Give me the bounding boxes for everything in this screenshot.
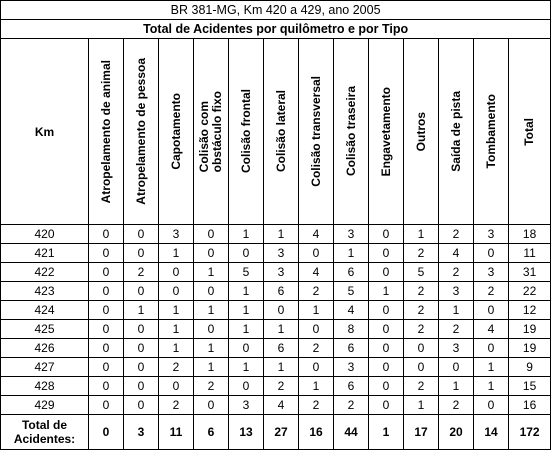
count-cell: 2 bbox=[194, 377, 229, 396]
count-cell: 0 bbox=[124, 358, 159, 377]
column-header bbox=[369, 39, 404, 225]
count-cell: 0 bbox=[159, 377, 194, 396]
count-cell: 0 bbox=[194, 244, 229, 263]
count-cell: 3 bbox=[439, 339, 474, 358]
count-cell: 0 bbox=[194, 320, 229, 339]
total-cell: 11 bbox=[159, 415, 194, 450]
table-row bbox=[1, 396, 551, 415]
count-cell: 0 bbox=[404, 358, 439, 377]
count-cell: 0 bbox=[369, 377, 404, 396]
count-cell: 0 bbox=[124, 396, 159, 415]
count-cell: 0 bbox=[124, 244, 159, 263]
count-cell: 5 bbox=[229, 263, 264, 282]
km-cell: 422 bbox=[1, 263, 89, 282]
table-row bbox=[1, 225, 551, 244]
count-cell: 1 bbox=[439, 377, 474, 396]
total-cell: 6 bbox=[194, 415, 229, 450]
count-cell: 2 bbox=[404, 244, 439, 263]
total-cell: 20 bbox=[439, 415, 474, 450]
column-header bbox=[159, 39, 194, 225]
count-cell: 0 bbox=[89, 225, 124, 244]
count-cell: 2 bbox=[439, 396, 474, 415]
count-cell: 1 bbox=[264, 225, 299, 244]
count-cell: 5 bbox=[404, 263, 439, 282]
count-cell: 6 bbox=[334, 339, 369, 358]
count-cell: 0 bbox=[474, 396, 509, 415]
count-cell: 1 bbox=[159, 244, 194, 263]
count-cell: 0 bbox=[299, 244, 334, 263]
count-cell: 2 bbox=[404, 282, 439, 301]
count-cell: 19 bbox=[509, 339, 551, 358]
count-cell: 1 bbox=[229, 301, 264, 320]
table-row bbox=[1, 377, 551, 396]
count-cell: 2 bbox=[299, 282, 334, 301]
count-cell: 6 bbox=[334, 263, 369, 282]
total-cell: 17 bbox=[404, 415, 439, 450]
count-cell: 3 bbox=[229, 396, 264, 415]
count-cell: 0 bbox=[89, 282, 124, 301]
count-cell: 2 bbox=[299, 396, 334, 415]
table-row bbox=[1, 263, 551, 282]
count-cell: 0 bbox=[369, 320, 404, 339]
count-cell: 1 bbox=[264, 358, 299, 377]
table-row bbox=[1, 320, 551, 339]
km-cell: 423 bbox=[1, 282, 89, 301]
table-row bbox=[1, 282, 551, 301]
count-cell: 6 bbox=[334, 377, 369, 396]
count-cell: 2 bbox=[404, 377, 439, 396]
km-cell: 421 bbox=[1, 244, 89, 263]
count-cell: 2 bbox=[439, 320, 474, 339]
count-cell: 0 bbox=[89, 263, 124, 282]
count-cell: 3 bbox=[439, 282, 474, 301]
column-header bbox=[439, 39, 474, 225]
column-header-label: Total bbox=[522, 117, 537, 146]
count-cell: 1 bbox=[159, 339, 194, 358]
count-cell: 2 bbox=[474, 282, 509, 301]
km-cell: 428 bbox=[1, 377, 89, 396]
count-cell: 1 bbox=[194, 339, 229, 358]
count-cell: 2 bbox=[439, 225, 474, 244]
count-cell: 0 bbox=[229, 339, 264, 358]
count-cell: 0 bbox=[89, 339, 124, 358]
total-cell: 0 bbox=[89, 415, 124, 450]
count-cell: 1 bbox=[299, 301, 334, 320]
table-subtitle: Total de Acidentes por quilômetro e por Tipo bbox=[1, 20, 551, 39]
count-cell: 4 bbox=[474, 320, 509, 339]
count-cell: 0 bbox=[89, 320, 124, 339]
count-cell: 2 bbox=[299, 339, 334, 358]
column-header bbox=[404, 39, 439, 225]
count-cell: 6 bbox=[264, 282, 299, 301]
count-cell: 2 bbox=[264, 377, 299, 396]
count-cell: 0 bbox=[229, 377, 264, 396]
column-header bbox=[89, 39, 124, 225]
count-cell: 0 bbox=[124, 282, 159, 301]
km-cell: 420 bbox=[1, 225, 89, 244]
count-cell: 31 bbox=[509, 263, 551, 282]
count-cell: 1 bbox=[194, 263, 229, 282]
total-cell: 13 bbox=[229, 415, 264, 450]
count-cell: 18 bbox=[509, 225, 551, 244]
count-cell: 1 bbox=[159, 320, 194, 339]
count-cell: 16 bbox=[509, 396, 551, 415]
column-header-label: Engavetamento bbox=[378, 86, 393, 177]
count-cell: 1 bbox=[124, 301, 159, 320]
count-cell: 1 bbox=[439, 301, 474, 320]
km-cell: 429 bbox=[1, 396, 89, 415]
total-cell: 14 bbox=[474, 415, 509, 450]
count-cell: 1 bbox=[474, 358, 509, 377]
table-row bbox=[1, 339, 551, 358]
column-header-label: Atropelamento de animal bbox=[98, 59, 113, 204]
count-cell: 2 bbox=[124, 263, 159, 282]
column-header bbox=[299, 39, 334, 225]
count-cell: 0 bbox=[264, 301, 299, 320]
count-cell: 2 bbox=[159, 358, 194, 377]
column-header-label: Colisão transversal bbox=[308, 76, 323, 187]
count-cell: 0 bbox=[229, 244, 264, 263]
count-cell: 0 bbox=[194, 225, 229, 244]
count-cell: 1 bbox=[404, 225, 439, 244]
count-cell: 12 bbox=[509, 301, 551, 320]
count-cell: 4 bbox=[264, 396, 299, 415]
total-cell: 3 bbox=[124, 415, 159, 450]
count-cell: 0 bbox=[404, 339, 439, 358]
count-cell: 0 bbox=[89, 301, 124, 320]
count-cell: 3 bbox=[334, 225, 369, 244]
table-row bbox=[1, 244, 551, 263]
count-cell: 1 bbox=[229, 358, 264, 377]
count-cell: 0 bbox=[369, 396, 404, 415]
count-cell: 0 bbox=[159, 263, 194, 282]
count-cell: 0 bbox=[474, 244, 509, 263]
count-cell: 1 bbox=[334, 244, 369, 263]
count-cell: 4 bbox=[299, 225, 334, 244]
column-header-label: Capotamento bbox=[168, 93, 183, 170]
count-cell: 2 bbox=[159, 396, 194, 415]
count-cell: 3 bbox=[264, 244, 299, 263]
total-cell: 16 bbox=[299, 415, 334, 450]
total-row bbox=[1, 415, 551, 450]
column-header bbox=[124, 39, 159, 225]
count-cell: 0 bbox=[474, 339, 509, 358]
count-cell: 0 bbox=[194, 282, 229, 301]
count-cell: 3 bbox=[159, 225, 194, 244]
column-header-label: Colisão lateral bbox=[273, 90, 288, 173]
count-cell: 2 bbox=[334, 396, 369, 415]
count-cell: 0 bbox=[299, 320, 334, 339]
count-cell: 0 bbox=[194, 396, 229, 415]
column-header-label: Colisão com obstáculo fixo bbox=[197, 90, 224, 173]
count-cell: 0 bbox=[124, 339, 159, 358]
column-header-label: Colisão traseira bbox=[343, 86, 358, 177]
count-cell: 4 bbox=[334, 301, 369, 320]
column-header-label: Atropelamento de pessoa bbox=[133, 58, 148, 205]
count-cell: 0 bbox=[124, 377, 159, 396]
km-cell: 427 bbox=[1, 358, 89, 377]
count-cell: 0 bbox=[124, 225, 159, 244]
count-cell: 1 bbox=[159, 301, 194, 320]
count-cell: 0 bbox=[89, 377, 124, 396]
column-header bbox=[264, 39, 299, 225]
count-cell: 3 bbox=[474, 263, 509, 282]
count-cell: 0 bbox=[89, 244, 124, 263]
column-header bbox=[194, 39, 229, 225]
count-cell: 3 bbox=[334, 358, 369, 377]
total-cell: 27 bbox=[264, 415, 299, 450]
km-cell: 425 bbox=[1, 320, 89, 339]
subtitle-row bbox=[1, 20, 551, 39]
count-cell: 0 bbox=[474, 301, 509, 320]
column-header-label: Saída de pista bbox=[448, 91, 463, 172]
count-cell: 2 bbox=[439, 263, 474, 282]
count-cell: 15 bbox=[509, 377, 551, 396]
count-cell: 8 bbox=[334, 320, 369, 339]
total-cell: 1 bbox=[369, 415, 404, 450]
count-cell: 6 bbox=[264, 339, 299, 358]
count-cell: 4 bbox=[299, 263, 334, 282]
count-cell: 1 bbox=[404, 396, 439, 415]
column-header-label: Colisão frontal bbox=[238, 89, 253, 174]
count-cell: 0 bbox=[89, 358, 124, 377]
count-cell: 1 bbox=[194, 301, 229, 320]
count-cell: 11 bbox=[509, 244, 551, 263]
km-cell: 424 bbox=[1, 301, 89, 320]
count-cell: 1 bbox=[229, 282, 264, 301]
count-cell: 0 bbox=[369, 301, 404, 320]
table-title: BR 381-MG, Km 420 a 429, ano 2005 bbox=[1, 1, 551, 20]
count-cell: 0 bbox=[299, 358, 334, 377]
count-cell: 0 bbox=[89, 396, 124, 415]
count-cell: 19 bbox=[509, 320, 551, 339]
count-cell: 2 bbox=[404, 320, 439, 339]
header-row bbox=[1, 39, 551, 225]
count-cell: 3 bbox=[474, 225, 509, 244]
total-label: Total de Acidentes: bbox=[1, 415, 89, 450]
count-cell: 1 bbox=[474, 377, 509, 396]
count-cell: 0 bbox=[369, 244, 404, 263]
count-cell: 0 bbox=[369, 225, 404, 244]
column-header bbox=[474, 39, 509, 225]
km-cell: 426 bbox=[1, 339, 89, 358]
count-cell: 1 bbox=[264, 320, 299, 339]
count-cell: 2 bbox=[404, 301, 439, 320]
count-cell: 1 bbox=[229, 225, 264, 244]
count-cell: 0 bbox=[369, 358, 404, 377]
count-cell: 9 bbox=[509, 358, 551, 377]
table-row bbox=[1, 358, 551, 377]
column-header bbox=[509, 39, 551, 225]
column-header-label: Outros bbox=[413, 111, 428, 152]
count-cell: 3 bbox=[264, 263, 299, 282]
count-cell: 0 bbox=[369, 263, 404, 282]
table-row bbox=[1, 301, 551, 320]
title-row bbox=[1, 1, 551, 20]
count-cell: 0 bbox=[439, 358, 474, 377]
total-cell: 172 bbox=[509, 415, 551, 450]
km-header: Km bbox=[1, 39, 89, 225]
total-cell: 44 bbox=[334, 415, 369, 450]
count-cell: 1 bbox=[229, 320, 264, 339]
count-cell: 4 bbox=[439, 244, 474, 263]
count-cell: 1 bbox=[299, 377, 334, 396]
count-cell: 0 bbox=[159, 282, 194, 301]
count-cell: 22 bbox=[509, 282, 551, 301]
column-header bbox=[334, 39, 369, 225]
column-header-label: Tombamento bbox=[483, 94, 498, 169]
count-cell: 0 bbox=[369, 339, 404, 358]
column-header bbox=[229, 39, 264, 225]
count-cell: 0 bbox=[124, 320, 159, 339]
count-cell: 1 bbox=[194, 358, 229, 377]
count-cell: 1 bbox=[369, 282, 404, 301]
count-cell: 5 bbox=[334, 282, 369, 301]
